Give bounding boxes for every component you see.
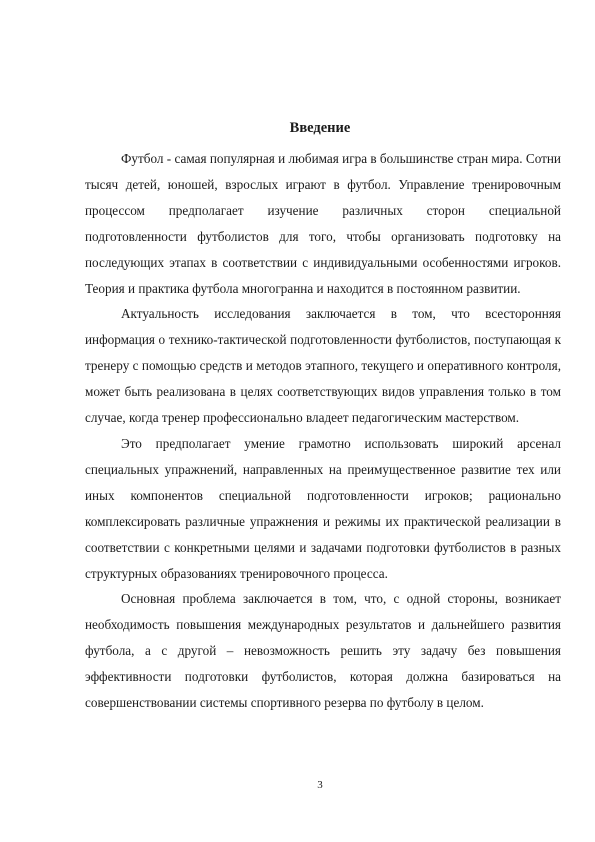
paragraph-2: Актуальность исследования заключается в том, что всесторонняя информация о технико-тактической подготовленности футболистов, поступающая к тренеру с помощью средств и методов этапного, текущего и оперативного контроля, может быть реализована в целях соответствующих видов управления только в том случае, когда тренер профессионально владеет педагогическим мастерством. bbox=[85, 306, 561, 426]
paragraph-3: Это предполагает умение грамотно использовать широкий арсенал специальных упражнений, направленных на преимущественное развитие тех или иных компонентов специальной подготовленности игроков; рационально комплексировать различные упражнения и режимы их практической реализации в соответствии с конкретными целями и задачами подготовки футболистов в разных структурных образованиях тренировочного процесса. bbox=[85, 435, 561, 581]
page-number: 3 bbox=[317, 779, 323, 791]
paragraph-4: Основная проблема заключается в том, что, с одной стороны, возникает необходимость повышения международных результатов и дальнейшего развития футбола, а с другой – невозможность решить эту задачу без повышения эффективности подготовки футболистов, которая должна базироваться на совершенствовании системы спортивного резерва по футболу в целом. bbox=[85, 591, 561, 711]
page-title: Введение bbox=[289, 120, 351, 136]
paragraph-1: Футбол - самая популярная и любимая игра в большинстве стран мира. Сотни тысяч детей, юношей, взрослых играют в футбол. Управление тренировочным процессом предполагает изучение различных сторон специальной подготовленности футболистов для того, чтобы организовать подготовку на последующих этапах в соответствии с индивидуальными особенностями игроков. Теория и практика футбола многогранна и находится в постоянном развитии. bbox=[85, 151, 561, 296]
body-text bbox=[85, 146, 561, 716]
